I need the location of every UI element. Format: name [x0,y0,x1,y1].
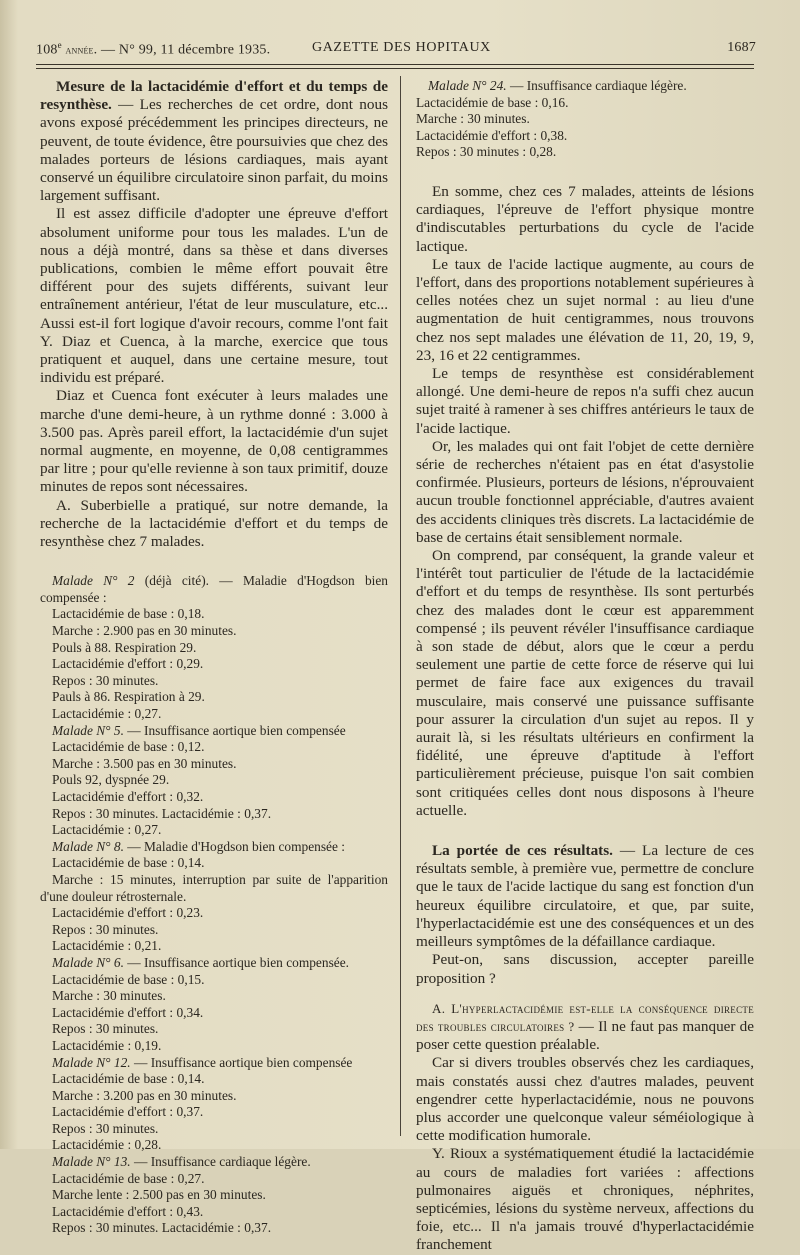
issue-info: 108e année. — N° 99, 11 décembre 1935. [36,40,271,58]
case-title: Malade N° 5. — Insuffisance aortique bien compensée [52,722,346,738]
paragraph: On comprend, par conséquent, la grande valeur et l'intérêt tout particulier de l'étude de la lactacidémie d'effort et du temps de resynthèse. Ils sont perturbés chez des malades dont le cœur est apparemment compensé ; ils peuvent révéler l'insuffisance cardiaque à son stade de début, alors que le cœur a perdu seulement une partie de cette force de réserve qui lui permet de faire face aux exigences du travail musculaire, mais conservé une puissance suffisante pour assurer la circulation d'un sujet au repos. Il y aurait là, si les résultats ultérieurs en confirment la fidélité, une épreuve d'aptitude à l'effort particulièrement précieuse, puisque l'on sait combien sont critiquées celles dont nous disposons à l'heure actuelle. [416,547,754,819]
case-title: Malade N° 24. — Insuffisance cardiaque légère. [428,78,687,93]
case-title: Malade N° 8. — Maladie d'Hogdson bien compensée : [52,838,346,854]
case-line: Marche : 30 minutes. [416,111,530,127]
case-line: Repos : 30 minutes. Lactacidémie : 0,37. [52,805,272,821]
paragraph: Le taux de l'acide lactique augmente, au cours de l'effort, dans des proportions notablement supérieures à celles notées chez un sujet normal : au lieu d'une augmentation de huit centigrammes, nous trouvons chez nos sept malades une élévation de 11, 20, 19, 9, 23, 16 et 22 centigrammes. [416,255,754,364]
case-line: Lactacidémie d'effort : 0,29. [52,656,204,672]
case-line: Lactacidémie de base : 0,16. [416,94,569,110]
case-title: Malade N° 6. — Insuffisance aortique bien compensée. [52,954,350,970]
case-line: Marche lente : 2.500 pas en 30 minutes. [52,1187,266,1203]
case-list [40,573,388,1237]
left-column [40,78,388,1237]
paragraph: En somme, chez ces 7 malades, atteints de lésions cardiaques, l'épreuve de l'effort physique montre d'indiscutables perturbations du cycle de l'acide lactique. [416,182,754,255]
case-line: Repos : 30 minutes : 0,28. [416,144,557,160]
case-line: Lactacidémie de base : 0,27. [52,1170,205,1186]
header-rule-thin [36,68,754,69]
section-heading: La portée de ces résultats. [432,842,613,860]
case-line: Lactacidémie : 0,27. [52,822,162,838]
case-line: Lactacidémie d'effort : 0,38. [416,127,568,143]
case-line: Repos : 30 minutes. Lactacidémie : 0,37. [52,1220,272,1236]
case-line: Marche : 3.500 pas en 30 minutes. [52,755,237,771]
case-line: Pouls 92, dyspnée 29. [52,772,170,788]
case-line: Lactacidémie : 0,27. [52,706,162,722]
case-line: Lactacidémie d'effort : 0,32. [52,789,204,804]
paragraph: Or, les malades qui ont fait l'objet de cette dernière série de recherches n'étaient pas en état d'asystolie confirmée. Plusieurs, porteurs de lésions, n'éprouvaient aucun trouble fonctionnel appréciable, d'autres avaient des accidents cliniques très discrets. La lactacidémie de base de certains était sensiblement normale. [416,437,754,546]
journal-title: GAZETTE DES HOPITAUX [312,40,491,55]
case-title: Malade N° 12. — Insuffisance aortique bien compensée [52,1054,353,1070]
case-title: Malade N° 2 (déjà cité). — Maladie d'Hogdson bien compensée : [40,573,388,605]
case-line: Lactacidémie : 0,28. [52,1137,162,1153]
case-line: Marche : 15 minutes, interruption par suite de l'apparition d'une douleur rétrosternale. [40,871,388,904]
section-heading: Mesure de la lactacidémie d'effort et du temps de resynthèse. [40,78,388,114]
paragraph: Le temps de resynthèse est considérablement allongé. Une demi-heure de repos n'a suffi chez aucun sujet traité à ramener à ses chiffres antérieurs le taux de l'acide lactique. [416,365,754,437]
section-heading: A. L'hyperlactacidémie est-elle la conséquence directe des troubles circulatoires ? [416,1000,754,1034]
case-line: Repos : 30 minutes. [52,1021,159,1037]
case-line: Marche : 2.900 pas en 30 minutes. [52,623,237,639]
case-list [416,78,754,161]
paragraph: A. L'hyperlactacidémie est-elle la conséquence directe des troubles circulatoires ? — Il ne faut pas manquer de poser cette question préalable. [416,1000,754,1054]
right-column [416,78,754,1255]
page-header [36,40,756,60]
paragraph: Mesure de la lactacidémie d'effort et du temps de resynthèse. — Les recherches de cet ordre, dont nous avons exposé précédemment les principes directeurs, ne peuvent, de toute évidence, être poursuivies que chez des malades porteurs de lésions cardiaques, mais ayant conservé un équilibre circulatoire sinon parfait, du moins largement suffisant. [40,78,388,205]
paragraph: Diaz et Cuenca font exécuter à leurs malades une marche d'une demi-heure, à un rythme donné : 3.000 à 3.500 pas. Après pareil effort, la lactacidémie d'un sujet normal augmente, en moyenne, de 0,08 centigrammes par litre ; pour qu'elle revienne à son taux primitif, douze minutes de repos sont nécessaires. [40,387,388,496]
paragraph: La portée de ces résultats. — La lecture de ces résultats semble, à première vue, permettre de conclure que le taux de l'acide lactique du sang est fonction d'un heureux équilibre circulatoire, et que, par suite, l'hyperlactacidémie est une des conséquences et un des meilleurs symptômes de la défaillance cardiaque. [416,842,754,951]
case-line: Lactacidémie d'effort : 0,34. [52,1004,204,1020]
case-line: Lactacidémie de base : 0,15. [52,971,205,987]
case-line: Lactacidémie d'effort : 0,37. [52,1104,204,1120]
paragraph: Car si divers troubles observés chez les cardiaques, mais constatés aussi chez d'autres malades, peuvent engendrer cette hyperlactacidémie, nous ne pouvons plus accorder une quelconque valeur séméiologique à cette modification humorale. [416,1054,754,1145]
column-divider [400,76,401,1136]
case-line: Repos : 30 minutes. [52,672,159,688]
case-line: Repos : 30 minutes. [52,1120,159,1136]
case-line: Marche : 3.200 pas en 30 minutes. [52,1087,237,1103]
paragraph: Il est assez difficile d'adopter une épreuve d'effort absolument uniforme pour tous les malades. L'un de nous a déjà montré, dans sa thèse et dans diverses publications, combien le même effort pouvait être différent pour des sujets différents, suivant leur entraînement antérieur, l'état de leur musculature, etc... Aussi est-il fort logique d'avoir recours, comme l'ont fait Y. Diaz et Cuenca, à la marche, exercice que tous pratiquent et auquel, dans une certaine mesure, tout individu est préparé. [40,205,388,387]
case-line: Lactacidémie de base : 0,18. [52,606,205,622]
case-line: Lactacidémie : 0,21. [52,938,162,954]
case-line: Pouls à 88. Respiration 29. [52,639,197,655]
page-number: 1687 [727,40,756,55]
paragraph: A. Suberbielle a pratiqué, sur notre demande, la recherche de la lactacidémie d'effort et du temps de resynthèse chez 7 malades. [40,496,388,551]
header-rule [36,64,754,65]
case-line: Marche : 30 minutes. [52,988,166,1004]
case-line: Lactacidémie de base : 0,14. [52,1071,205,1087]
case-line: Lactacidémie d'effort : 0,23. [52,905,204,921]
case-title: Malade N° 13. — Insuffisance cardiaque légère. [52,1154,311,1170]
case-line: Lactacidémie : 0,19. [52,1037,162,1053]
case-line: Lactacidémie de base : 0,14. [52,855,205,871]
paragraph: Y. Rioux a systématiquement étudié la lactacidémie au cours de maladies fort variées : affections pulmonaires aiguës et chroniques, néphrites, septicémies, lésions du système nerveux, affections du foie, etc... Il n'a jamais trouvé d'hyperlactacidémie franchement [416,1145,754,1254]
case-line: Lactacidémie d'effort : 0,43. [52,1203,204,1219]
paragraph: Peut-on, sans discussion, accepter pareille proposition ? [416,951,754,987]
case-line: Lactacidémie de base : 0,12. [52,739,205,755]
case-line: Pauls à 86. Respiration à 29. [52,689,205,705]
case-line: Repos : 30 minutes. [52,921,159,937]
